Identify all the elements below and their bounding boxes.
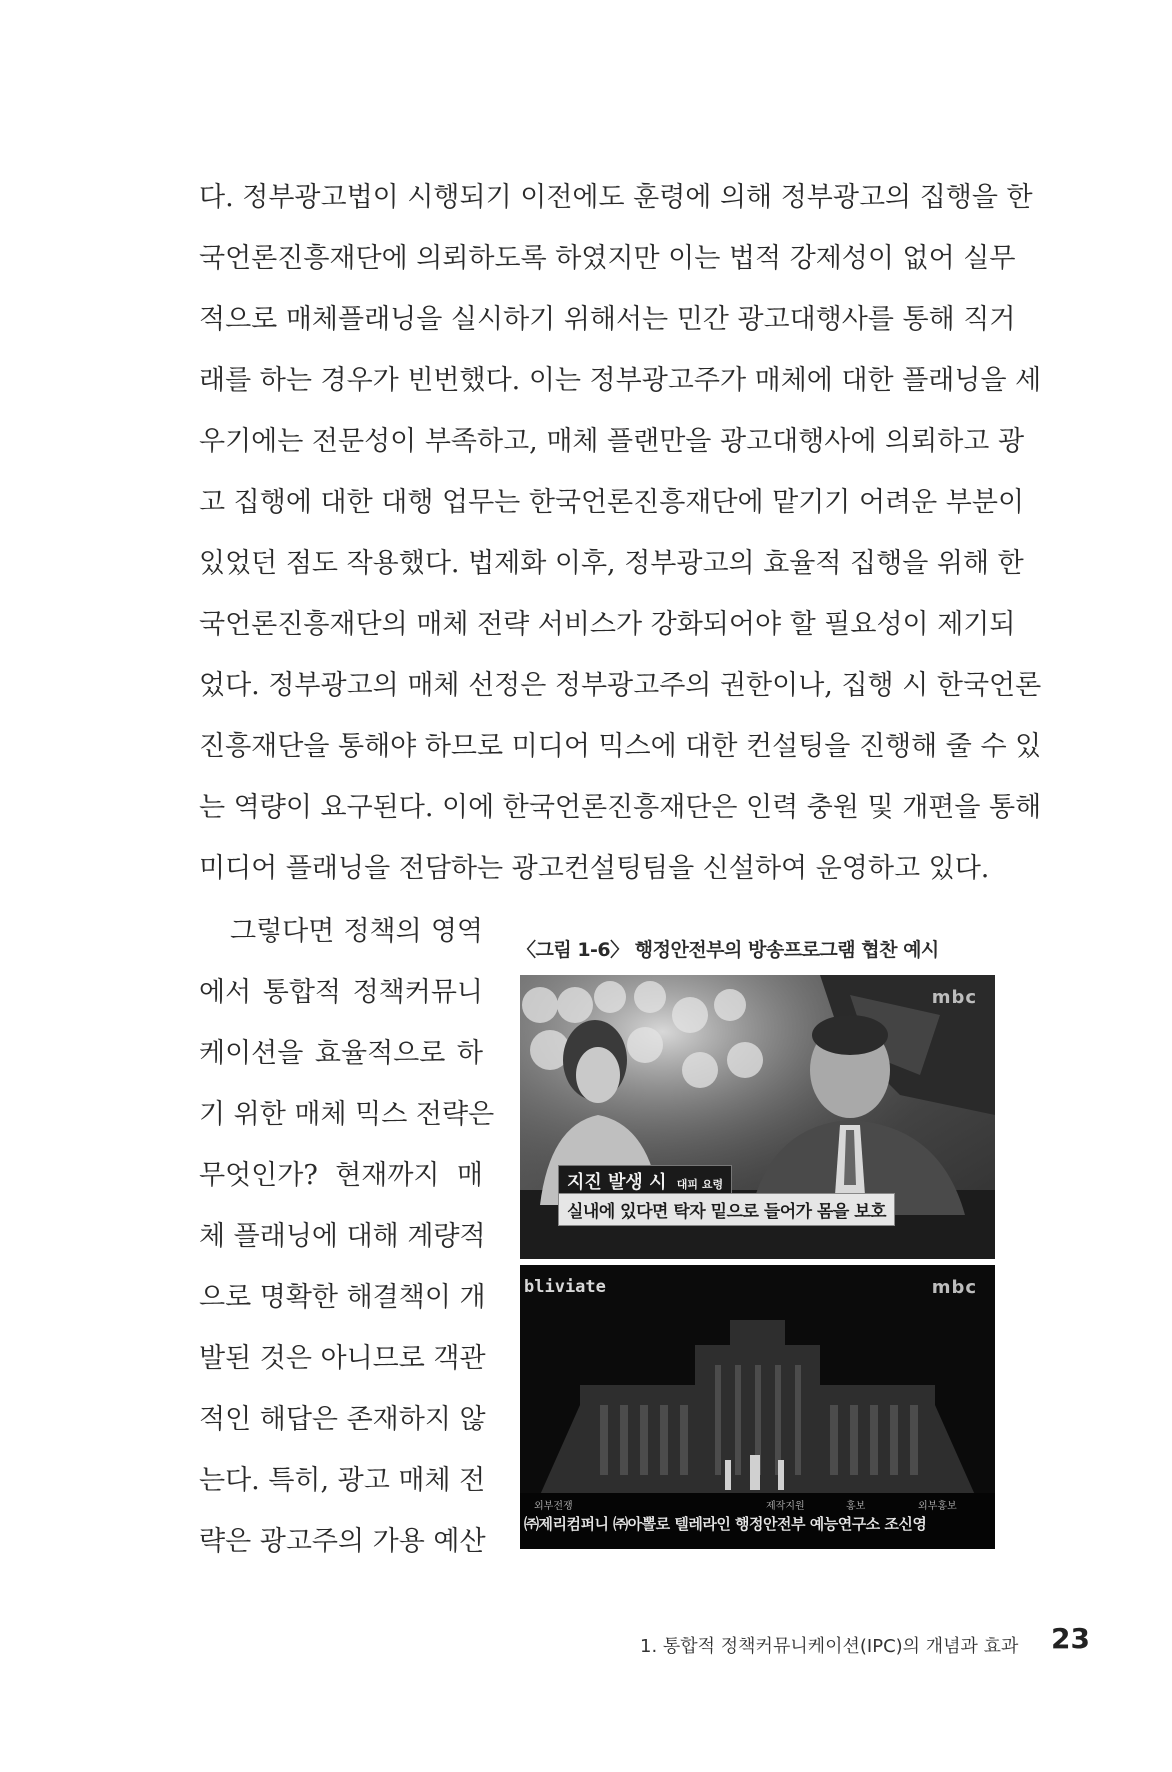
tv-still-top — [520, 975, 995, 1259]
credit-tag: 제작지원 — [766, 1501, 805, 1512]
body-line: 국언론진흥재단에 의뢰하도록 하였지만 이는 법적 강제성이 없어 실무 — [199, 243, 1016, 274]
running-title: 1. 통합적 정책커뮤니케이션(IPC)의 개념과 효과 — [640, 1636, 1019, 1657]
side-line: 에서 통합적 정책커뮤니 — [199, 977, 483, 1008]
figure-caption: 〈그림 1-6〉 행정안전부의 방송프로그램 협찬 예시 — [517, 939, 939, 961]
emergency-subtitle: 실내에 있다면 탁자 밑으로 들어가 몸을 보호 — [558, 1193, 895, 1226]
body-line: 진흥재단을 통해야 하므로 미디어 믹스에 대한 컨설팅을 진행해 줄 수 있 — [199, 731, 1042, 762]
side-line: 으로 명확한 해결책이 개 — [199, 1282, 486, 1313]
side-line: 발된 것은 아니므로 객관 — [199, 1343, 486, 1374]
page-number: 23 — [1051, 1622, 1090, 1655]
body-line: 국언론진흥재단의 매체 전략 서비스가 강화되어야 할 필요성이 제기되 — [199, 609, 1016, 640]
body-line: 미디어 플래닝을 전담하는 광고컨설팅팀을 신설하여 운영하고 있다. — [199, 853, 990, 884]
body-line: 었다. 정부광고의 매체 선정은 정부광고주의 권한이나, 집행 시 한국언론 — [199, 670, 1042, 701]
mbc-logo: mbc — [931, 1277, 977, 1298]
side-line: 기 위한 매체 믹스 전략은 — [199, 1099, 495, 1130]
song-title: bliviate — [524, 1277, 606, 1297]
body-line: 우기에는 전문성이 부족하고, 매체 플랜만을 광고대행사에 의뢰하고 광 — [199, 426, 1025, 457]
credit-tag: 외부홍보 — [918, 1501, 957, 1512]
credit-tag: 외부전쟁 — [534, 1501, 573, 1512]
side-line: 략은 광고주의 가용 예산 — [199, 1526, 486, 1557]
body-line: 다. 정부광고법이 시행되기 이전에도 훈령에 의해 정부광고의 집행을 한 — [199, 182, 1033, 213]
side-line: 적인 해답은 존재하지 않 — [199, 1404, 486, 1435]
body-line: 고 집행에 대한 대행 업무는 한국언론진흥재단에 맡기기 어려운 부분이 — [199, 487, 1025, 518]
mbc-logo: mbc — [931, 987, 977, 1008]
credit-tag: 홍보 — [846, 1501, 866, 1512]
side-line: 무엇인가? 현재까지 매 — [199, 1160, 483, 1191]
body-line: 래를 하는 경우가 빈번했다. 이는 정부광고주가 매체에 대한 플래닝을 세 — [199, 365, 1042, 396]
side-line: 는다. 특히, 광고 매체 전 — [199, 1465, 486, 1496]
body-line: 적으로 매체플래닝을 실시하기 위해서는 민간 광고대행사를 통해 직거 — [199, 304, 1016, 335]
emergency-label-main: 지진 발생 시 — [567, 1172, 667, 1193]
side-line: 케이션을 효율적으로 하 — [199, 1038, 483, 1069]
body-line: 있었던 점도 작용했다. 법제화 이후, 정부광고의 효율적 집행을 위해 한 — [199, 548, 1024, 579]
sponsor-credits: ㈜제리컴퍼니 ㈜아뽈로 텔레라인 행정안전부 예능연구소 조신영 — [524, 1515, 927, 1533]
side-line: 그렇다면 정책의 영역 — [230, 916, 483, 947]
tv-still-bottom — [520, 1265, 995, 1549]
side-line: 체 플래닝에 대해 계량적 — [199, 1221, 486, 1252]
emergency-label-small: 대피 요령 — [676, 1178, 724, 1191]
body-line: 는 역량이 요구된다. 이에 한국언론진흥재단은 인력 충원 및 개편을 통해 — [199, 792, 1042, 823]
